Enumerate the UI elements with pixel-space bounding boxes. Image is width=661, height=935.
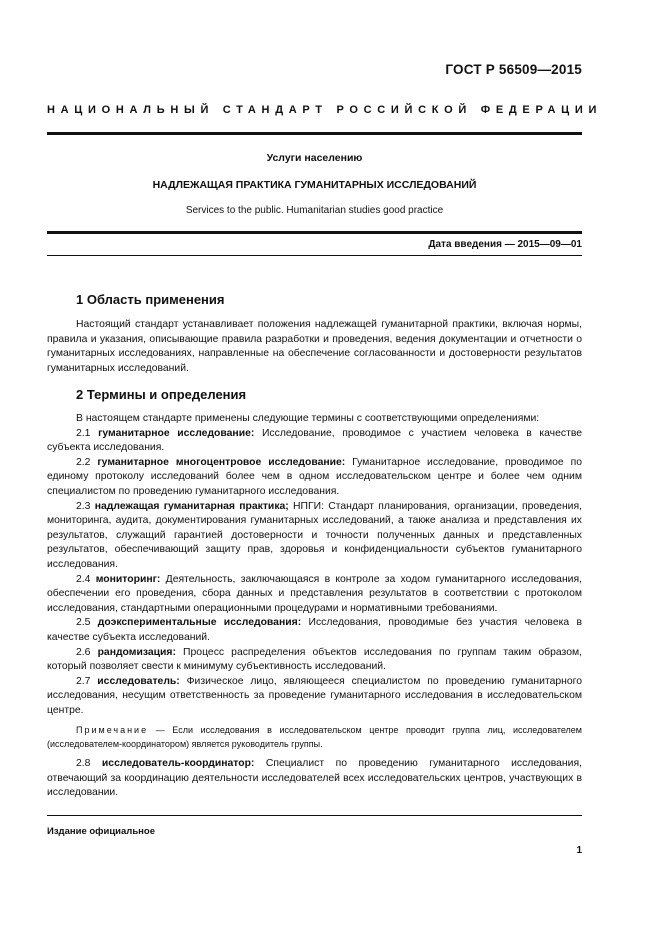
term-paragraph: 2.6 рандомизация: Процесс распределения объектов исследования по группам таким образом, который позволяет свести к минимуму субъективность исследований. — [47, 646, 583, 673]
term-paragraph: 2.4 мониторинг: Деятельность, заключающаяся в контроле за ходом гуманитарного исследования, обеспечении его проведения, сбора данных и представления результатов в соответствии с протоколом исследования, стандартными операционными процедурами и нормативными требованиями. — [47, 573, 582, 614]
doc-title-english: Services to the public. Humanitarian studies good practice — [185, 205, 444, 216]
term-paragraph: 2.7 исследователь: Физическое лицо, являющееся специалистом по проведению гуманитарного исследования, несущим ответственность за проведение гуманитарного исследования в исследовательском центре. — [47, 675, 582, 716]
term-paragraph: 2.8 исследователь-координатор: Специалист по проведению гуманитарного исследования, отвечающий за координацию деятельности исследователей всех исследовательских центров, участвующих в исследовании. — [47, 758, 582, 799]
term-paragraph: 2.1 гуманитарное исследование: Исследование, проводимое с участием человека в качестве субъекта исследования. — [47, 427, 583, 454]
top-rule — [47, 132, 582, 135]
section-2-heading: 2 Термины и определения — [76, 387, 247, 402]
term-name: гуманитарное исследование: — [98, 427, 255, 439]
term-name: исследователь-координатор: — [101, 758, 255, 770]
official-edition-label: Издание официальное — [47, 826, 155, 837]
term-name: надлежащая гуманитарная практика; — [94, 500, 289, 512]
section-1-body — [47, 318, 582, 376]
note-paragraph: Примечание — Если исследования в исследовательском центре проводит группа лиц, исследователем (исследователем-координатором) является руководитель группы. — [47, 725, 582, 749]
date-rule — [47, 255, 582, 256]
doc-number: ГОСТ Р 56509—2015 — [445, 62, 582, 77]
doc-title: НАДЛЕЖАЩАЯ ПРАКТИКА ГУМАНИТАРНЫХ ИССЛЕДОВАНИЙ — [152, 179, 477, 191]
doc-subtitle: Услуги населению — [266, 152, 363, 164]
term-paragraph: 2.2 гуманитарное многоцентровое исследование: Гуманитарное исследование, проводимое по единому протоколу исследований более чем в одном исследовательском центре и более чем одним специалистом по проведению гуманитарного исследования. — [47, 456, 582, 497]
term-name: мониторинг: — [95, 573, 161, 585]
term-paragraph: 2.5 доэкспериментальные исследования: Исследования, проводимые без участия человека в качестве субъекта исследований. — [47, 617, 583, 643]
footer-rule — [47, 815, 582, 816]
term-name: доэкспериментальные исследования: — [97, 617, 302, 629]
term-name: исследователь: — [97, 675, 180, 687]
term-paragraph: 2.3 надлежащая гуманитарная практика; НПГИ: Стандарт планирования, организации, проведения, мониторинга, аудита, документирования гуманитарных исследований, а также анализа и представления их результатов, служащий гарантией достоверности и точности полученных данных и представленных результатов, обеспечивающий защиту прав, здоровья и конфиденциальности субъектов гуманитарного исследования. — [47, 500, 582, 570]
note-label: Примечание — [76, 725, 149, 736]
section-1-heading: 1 Область применения — [76, 292, 225, 307]
page-number: 1 — [576, 845, 582, 856]
title-rule — [47, 231, 582, 234]
section-1-text: Настоящий стандарт устанавливает положения надлежащей гуманитарной практики, включая нормы, правила и указания, описывающие правила разработки и проведения, ведения документации и отчетности о гуманитарных исследованиях, направленные на обеспечение согласованности и достоверности результатов гуманитарных исследований. — [47, 319, 582, 374]
section-2-intro: В настоящем стандарте применены следующие термины с соответствующими определениями: — [76, 413, 540, 424]
section-2-body — [47, 412, 582, 801]
intro-date: Дата введения — 2015—09—01 — [428, 239, 582, 250]
term-name: гуманитарное многоцентровое исследование: — [97, 456, 346, 468]
term-name: рандомизация: — [97, 646, 176, 658]
national-standard-heading: НАЦИОНАЛЬНЫЙ СТАНДАРТ РОССИЙСКОЙ ФЕДЕРАЦИИ — [47, 104, 603, 116]
